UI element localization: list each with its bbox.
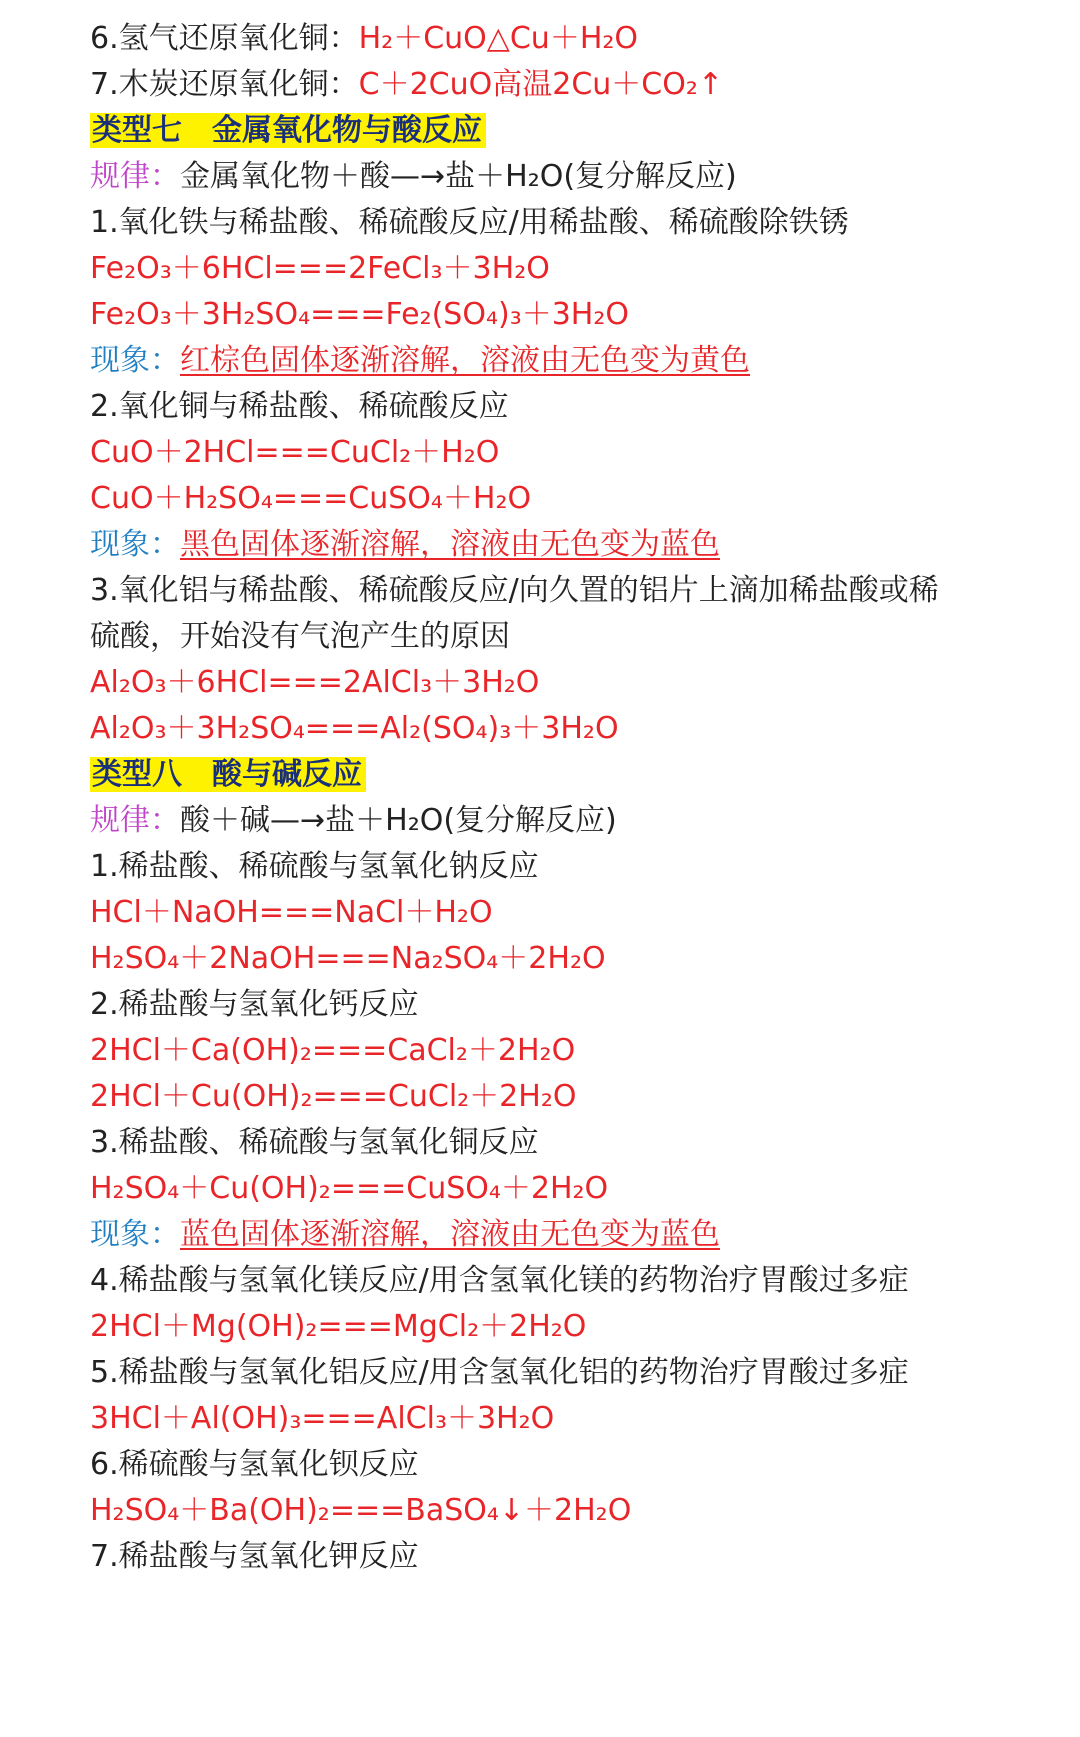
section-heading <box>90 752 1060 798</box>
phenomenon-label: 现象： <box>90 527 180 562</box>
phenomenon-line <box>90 522 1060 568</box>
equation: Al₂O₃＋3H₂SO₄===Al₂(SO₄)₃＋3H₂O <box>90 711 619 746</box>
item-line <box>90 62 1060 108</box>
item-title: 3.稀盐酸、稀硫酸与氢氧化铜反应 <box>90 1125 539 1160</box>
item-title: 7.稀盐酸与氢氧化钾反应 <box>90 1539 419 1574</box>
item-title: 2.稀盐酸与氢氧化钙反应 <box>90 987 419 1022</box>
item-title: 6.稀硫酸与氢氧化钡反应 <box>90 1447 419 1482</box>
item-title: 6.氢气还原氧化铜： <box>90 21 359 56</box>
equation: H₂SO₄＋Cu(OH)₂===CuSO₄＋2H₂O <box>90 1171 609 1206</box>
equation: Fe₂O₃＋6HCl===2FeCl₃＋3H₂O <box>90 251 550 286</box>
section-heading <box>90 108 1060 154</box>
equation: 2HCl＋Cu(OH)₂===CuCl₂＋2H₂O <box>90 1079 577 1114</box>
rule-line <box>90 798 1060 844</box>
rule-line <box>90 154 1060 200</box>
equation: 2HCl＋Mg(OH)₂===MgCl₂＋2H₂O <box>90 1309 587 1344</box>
phenomenon-label: 现象： <box>90 343 180 378</box>
item-title: 7.木炭还原氧化铜： <box>90 67 359 102</box>
item-title: 1.氧化铁与稀盐酸、稀硫酸反应/用稀盐酸、稀硫酸除铁锈 <box>90 205 849 240</box>
section-heading-text: 类型八 酸与碱反应 <box>90 757 366 792</box>
item-title: 3.氧化铝与稀盐酸、稀硫酸反应/向久置的铝片上滴加稀盐酸或稀 <box>90 573 939 608</box>
rule-label: 规律： <box>90 803 180 838</box>
phenomenon-label: 现象： <box>90 1217 180 1252</box>
item-title: 5.稀盐酸与氢氧化铝反应/用含氢氧化铝的药物治疗胃酸过多症 <box>90 1355 909 1390</box>
phenomenon-line <box>90 338 1060 384</box>
equation: CuO＋H₂SO₄===CuSO₄＋H₂O <box>90 481 532 516</box>
item-title: 4.稀盐酸与氢氧化镁反应/用含氢氧化镁的药物治疗胃酸过多症 <box>90 1263 909 1298</box>
rule-text: 金属氧化物＋酸—→盐＋H₂O(复分解反应) <box>180 159 737 194</box>
equation: H₂SO₄＋Ba(OH)₂===BaSO₄↓＋2H₂O <box>90 1493 632 1528</box>
item-title: 1.稀盐酸、稀硫酸与氢氧化钠反应 <box>90 849 539 884</box>
item-title-continued: 硫酸，开始没有气泡产生的原因 <box>90 619 510 654</box>
equation: 3HCl＋Al(OH)₃===AlCl₃＋3H₂O <box>90 1401 555 1436</box>
equation: C＋2CuO高温2Cu＋CO₂↑ <box>358 67 724 102</box>
phenomenon-text: 黑色固体逐渐溶解，溶液由无色变为蓝色 <box>180 527 720 562</box>
item-title: 2.氧化铜与稀盐酸、稀硫酸反应 <box>90 389 509 424</box>
equation: 2HCl＋Ca(OH)₂===CaCl₂＋2H₂O <box>90 1033 576 1068</box>
section-heading-text: 类型七 金属氧化物与酸反应 <box>90 113 486 148</box>
rule-label: 规律： <box>90 159 180 194</box>
equation: Al₂O₃＋6HCl===2AlCl₃＋3H₂O <box>90 665 540 700</box>
phenomenon-text: 蓝色固体逐渐溶解，溶液由无色变为蓝色 <box>180 1217 720 1252</box>
phenomenon-line <box>90 1212 1060 1258</box>
equation: CuO＋2HCl===CuCl₂＋H₂O <box>90 435 500 470</box>
item-line <box>90 16 1060 62</box>
rule-text: 酸＋碱—→盐＋H₂O(复分解反应) <box>180 803 617 838</box>
equation: H₂SO₄＋2NaOH===Na₂SO₄＋2H₂O <box>90 941 606 976</box>
equation: Fe₂O₃＋3H₂SO₄===Fe₂(SO₄)₃＋3H₂O <box>90 297 630 332</box>
equation: HCl＋NaOH===NaCl＋H₂O <box>90 895 493 930</box>
phenomenon-text: 红棕色固体逐渐溶解，溶液由无色变为黄色 <box>180 343 750 378</box>
equation: H₂＋CuO△Cu＋H₂O <box>358 21 639 56</box>
